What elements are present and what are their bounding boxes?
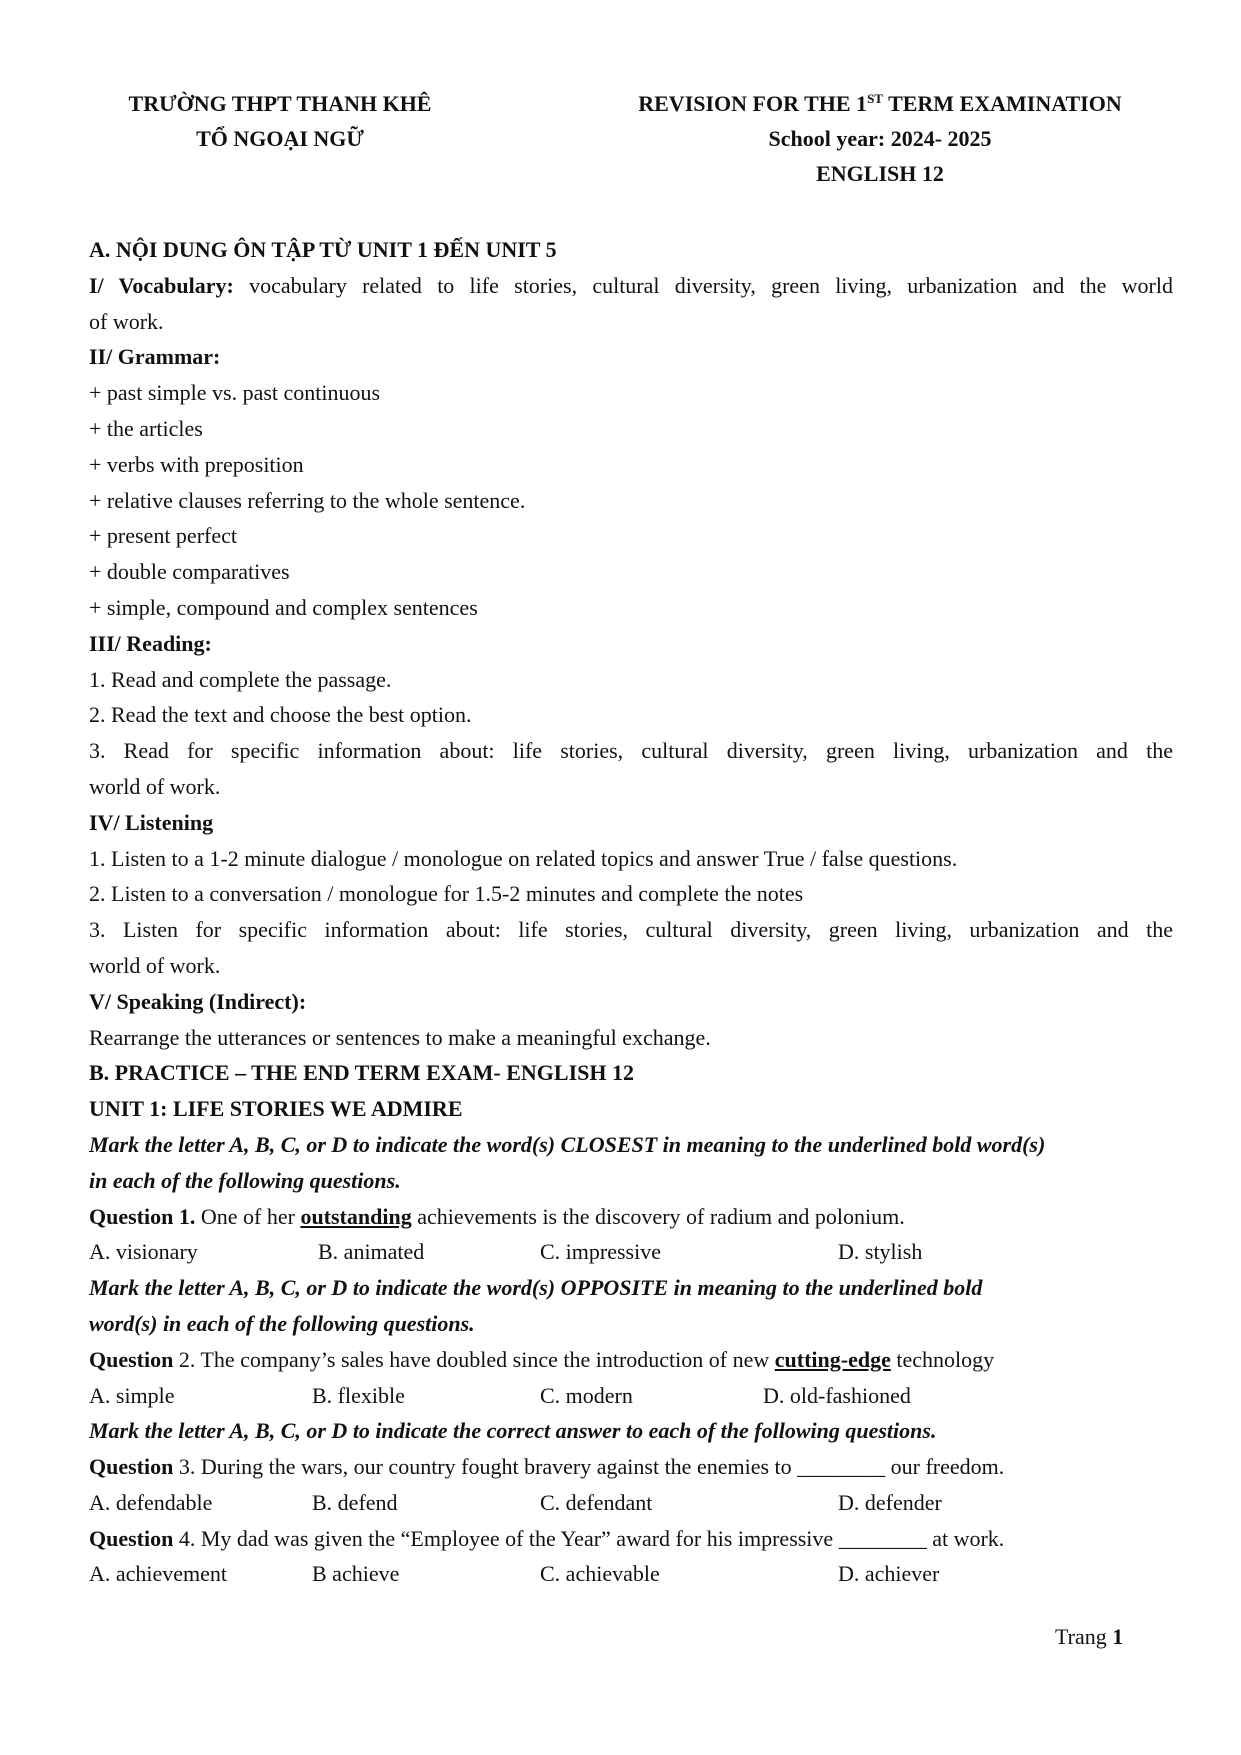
- department-name: TỔ NGOẠI NGỮ: [196, 126, 364, 151]
- grammar-label: II/ Grammar:: [89, 344, 221, 370]
- vocabulary-line-2: of work.: [89, 308, 164, 334]
- grammar-item: + verbs with preposition: [89, 451, 304, 477]
- question-2: Question 2. The company’s sales have doubled since the introduction of new cutting-edge technology: [89, 1346, 995, 1372]
- option-b: B. flexible: [312, 1382, 405, 1408]
- option-b: B. defend: [312, 1489, 398, 1515]
- option-a: A. defendable: [89, 1489, 213, 1515]
- instruction-opposite: Mark the letter A, B, C, or D to indicate the word(s) OPPOSITE in meaning to the underlined bold: [89, 1275, 983, 1301]
- option-d: D. achiever: [838, 1561, 940, 1587]
- reading-item: 3. Read for specific information about: life stories, cultural diversity, green living, urbanization and the: [89, 738, 1173, 764]
- option-c: C. impressive: [540, 1239, 661, 1265]
- header-right: [590, 86, 1170, 191]
- instruction-correct-answer: Mark the letter A, B, C, or D to indicate the correct answer to each of the following questions.: [89, 1418, 937, 1444]
- underlined-word: outstanding: [300, 1203, 412, 1229]
- question-1: Question 1. One of her outstanding achievements is the discovery of radium and polonium.: [89, 1203, 905, 1229]
- listening-item: 2. Listen to a conversation / monologue for 1.5-2 minutes and complete the notes: [89, 881, 804, 907]
- question-4-options: [89, 1556, 1173, 1592]
- option-a: A. visionary: [89, 1239, 198, 1265]
- instruction-opposite-continued: word(s) in each of the following questions.: [89, 1310, 475, 1336]
- question-4: Question 4. My dad was given the “Employee of the Year” award for his impressive ________ at work.: [89, 1525, 1005, 1551]
- option-b: B. animated: [318, 1239, 425, 1265]
- speaking-text: Rearrange the utterances or sentences to make a meaningful exchange.: [89, 1024, 711, 1050]
- grammar-item: + simple, compound and complex sentences: [89, 594, 478, 620]
- school-year: School year: 2024- 2025: [768, 126, 992, 151]
- page-label: Trang: [1055, 1624, 1113, 1649]
- document-body: [89, 232, 1173, 1592]
- reading-label: III/ Reading:: [89, 630, 212, 656]
- vocabulary-line: I/ Vocabulary: vocabulary related to life stories, cultural diversity, green living, urbanization and the world: [89, 272, 1173, 298]
- option-d: D. stylish: [838, 1239, 923, 1265]
- reading-item-continued: world of work.: [89, 773, 221, 799]
- option-a: A. achievement: [89, 1561, 228, 1587]
- option-c: C. achievable: [540, 1561, 660, 1587]
- listening-item-continued: world of work.: [89, 952, 221, 978]
- section-a-heading: A. NỘI DUNG ÔN TẬP TỪ UNIT 1 ĐẾN UNIT 5: [89, 237, 557, 262]
- page-footer: [1055, 1624, 1123, 1650]
- option-c: C. modern: [540, 1382, 633, 1408]
- reading-item: 1. Read and complete the passage.: [89, 666, 392, 692]
- grammar-item: + double comparatives: [89, 559, 290, 585]
- option-c: C. defendant: [540, 1489, 653, 1515]
- option-b: B achieve: [312, 1561, 400, 1587]
- reading-item: 2. Read the text and choose the best option.: [89, 702, 472, 728]
- question-1-options: [89, 1234, 1173, 1270]
- underlined-word: cutting-edge: [774, 1346, 891, 1372]
- question-2-options: [89, 1378, 1173, 1414]
- unit-title: UNIT 1: LIFE STORIES WE ADMIRE: [89, 1096, 463, 1122]
- instruction-closest-continued: in each of the following questions.: [89, 1167, 401, 1193]
- grammar-item: + present perfect: [89, 523, 237, 549]
- speaking-label: V/ Speaking (Indirect):: [89, 988, 307, 1014]
- school-name: TRƯỜNG THPT THANH KHÊ: [128, 91, 432, 116]
- option-a: A. simple: [89, 1382, 175, 1408]
- listening-label: IV/ Listening: [89, 809, 214, 835]
- listening-item: 1. Listen to a 1-2 minute dialogue / monologue on related topics and answer True / false questions.: [89, 845, 958, 871]
- option-d: D. defender: [838, 1489, 942, 1515]
- document-title: REVISION FOR THE 1ST TERM EXAMINATION: [638, 91, 1122, 116]
- grammar-item: + relative clauses referring to the whole sentence.: [89, 487, 526, 513]
- question-3: Question 3. During the wars, our country fought bravery against the enemies to ________ our freedom.: [89, 1454, 1005, 1480]
- grammar-item: + past simple vs. past continuous: [89, 380, 381, 406]
- section-b-heading: B. PRACTICE – THE END TERM EXAM- ENGLISH 12: [89, 1060, 634, 1086]
- option-d: D. old-fashioned: [763, 1382, 911, 1408]
- header-left: [100, 86, 460, 156]
- page-number: 1: [1112, 1624, 1124, 1649]
- listening-item: 3. Listen for specific information about: life stories, cultural diversity, green living, urbanization and the: [89, 917, 1173, 943]
- instruction-closest: Mark the letter A, B, C, or D to indicate the word(s) CLOSEST in meaning to the underlined bold word(s): [89, 1131, 1046, 1157]
- subject: ENGLISH 12: [816, 161, 944, 186]
- grammar-item: + the articles: [89, 415, 203, 441]
- question-3-options: [89, 1485, 1173, 1521]
